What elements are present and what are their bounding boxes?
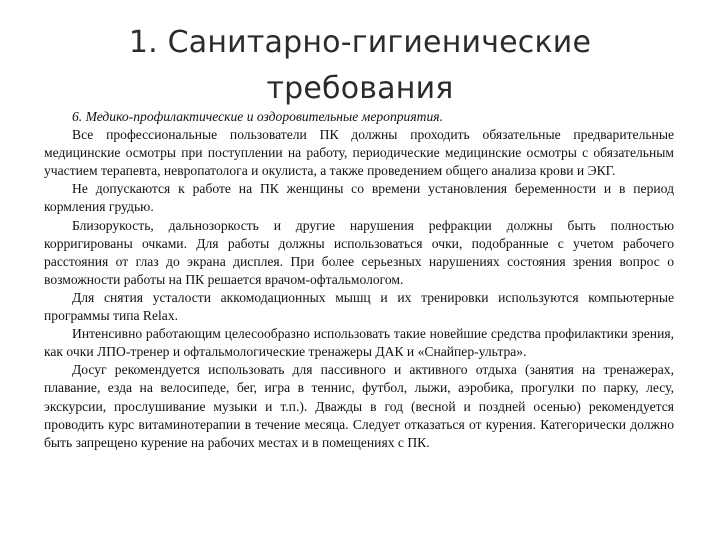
paragraph-leisure: Досуг рекомендуется использовать для пассивного и активного отдыха (занятия на тренажерах, плавание, езда на велосипеде, бег, игра в теннис, футбол, лыжи, аэробика, прогулки по парку, лесу, экскурсии, прослушивание музыки и т.п.). Дважды в год (весной и поздней осенью) рекомендуется проводить курс витаминотерапии в течение месяца. Следует отказаться от курения. Категорически должно быть запрещено курение на рабочих местах и в помещениях с ПК. [44,362,674,450]
title-line-1: 1. Санитарно-гигиенические [128,25,592,60]
paragraph-pregnancy: Не допускаются к работе на ПК женщины со времени установления беременности и в период кормления грудью. [44,181,674,215]
paragraph-relax-programs: Для снятия усталости аккомодационных мышц и их тренировки используются компьютерные программы типа Relax. [44,289,674,324]
paragraph-medical-exams: Все профессиональные пользователи ПК должны проходить обязательные предварительные медицинские осмотры при поступлении на работу, периодические медицинские осмотры с обязательным участием терапевта, невропатолога и окулиста, а также проведением общего анализа крови и ЭКГ. [44,127,674,179]
paragraph-vision-trainers: Интенсивно работающим целесообразно использовать такие новейшие средства профилактики зрения, как очки ЛПО-тренер и офтальмологические тренажеры ДАК и «Снайпер-ультра». [44,326,674,360]
section-heading: 6. Медико-профилактические и оздоровительные мероприятия. [72,109,443,124]
title-line-2: требования [266,71,454,106]
slide-title [60,20,660,112]
paragraph-vision-correction: Близорукость, дальнозоркость и другие нарушения рефракции должны быть полностью корригированы очками. Для работы должны использоваться очки, подобранные с учетом рабочего расстояния от глаз до экрана дисплея. При более серьезных нарушениях состояния зрения вопрос о возможности работы на ПК решается врачом-офтальмологом. [44,217,674,287]
slide-body [44,108,674,452]
